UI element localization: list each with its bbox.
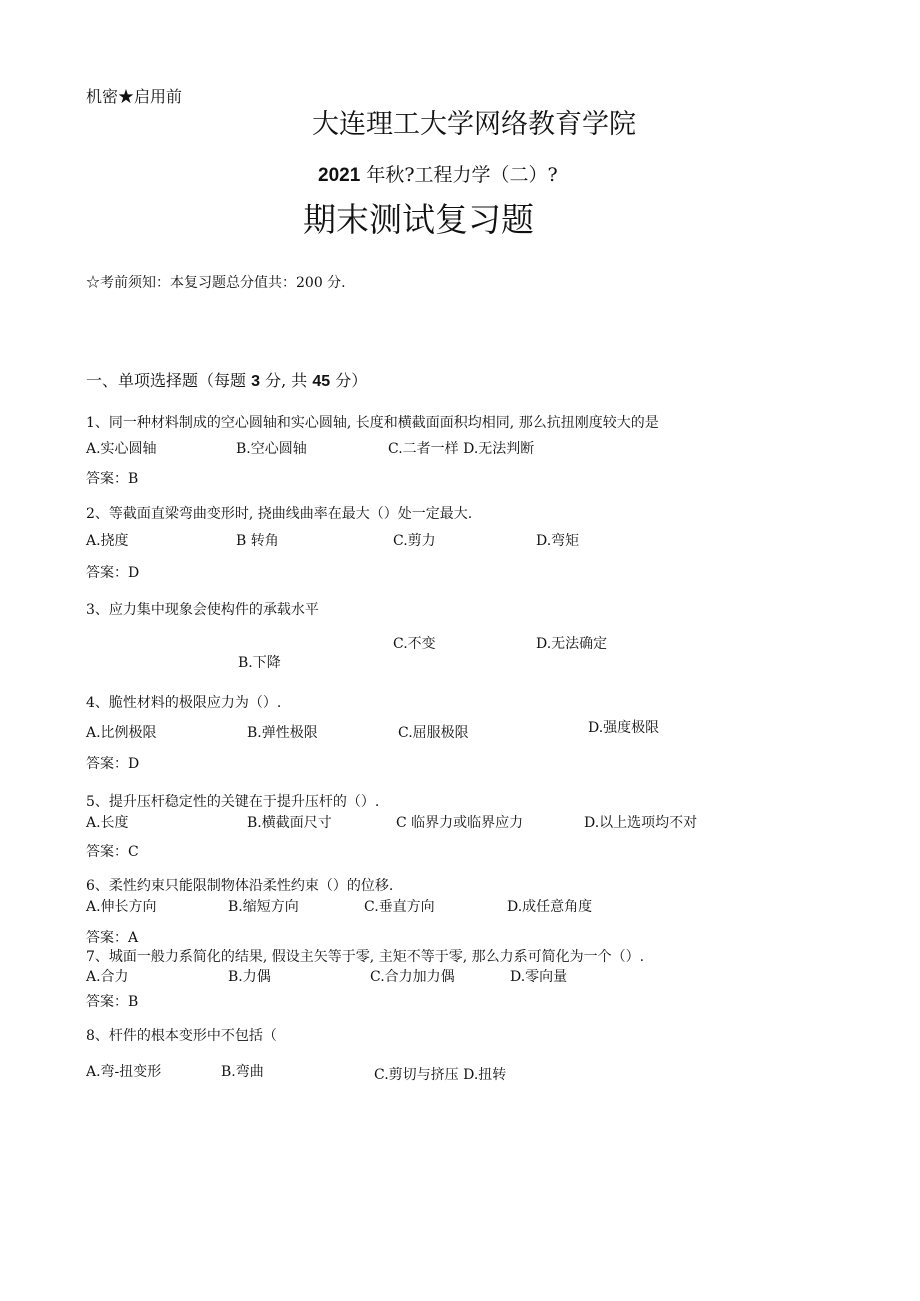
question-stem: 4、脆性材料的极限应力为（）.	[86, 695, 282, 711]
option: A.合力	[86, 969, 129, 985]
option: B.力偶	[228, 969, 271, 985]
option: B 转角	[236, 533, 279, 549]
course-year: 2021	[318, 165, 361, 186]
exam-title: 期末测试复习题	[303, 200, 534, 239]
option: B.弹性极限	[247, 725, 318, 741]
confidential-label: 机密★启用前	[86, 87, 183, 106]
option: C.屈服极限	[398, 725, 469, 741]
option: B.缩短方向	[228, 899, 299, 915]
school-title: 大连理工大学网络教育学院	[312, 109, 636, 140]
option: A.伸长方向	[86, 899, 157, 915]
section-heading-mid: 分, 共	[260, 371, 313, 390]
option: B.横截面尺寸	[247, 815, 332, 831]
question-stem: 1、同一种材料制成的空心圆轴和实心圆轴, 长度和横截面面积均相同, 那么抗扭刚度较大的是	[86, 415, 659, 431]
option: C.剪力	[393, 533, 436, 549]
answer-label: 答案：D	[86, 565, 140, 581]
option: A.长度	[86, 815, 129, 831]
section-heading-suffix: 分）	[330, 371, 368, 390]
answer-label: 答案：B	[86, 994, 139, 1010]
option: A.比例极限	[86, 725, 157, 741]
option: C.不变	[393, 636, 436, 652]
option: B.下降	[238, 655, 281, 671]
option: D.弯矩	[536, 533, 580, 549]
option: C.垂直方向	[364, 899, 435, 915]
option: D.无法确定	[536, 636, 608, 652]
option: D.强度极限	[588, 720, 660, 736]
answer-label: 答案：C	[86, 844, 139, 860]
answer-label: 答案：D	[86, 756, 140, 772]
total-points: 45	[312, 373, 331, 390]
option: A.挠度	[86, 533, 129, 549]
option: D.成任意角度	[507, 899, 593, 915]
option: C 临界力或临界应力	[396, 815, 524, 831]
option: C.剪切与挤压 D.扭转	[374, 1067, 507, 1083]
question-stem: 7、城面一般力系简化的结果, 假设主矢等于零, 主矩不等于零, 那么力系可简化为一个（）.	[86, 949, 645, 965]
option: A.弯-扭变形	[86, 1064, 162, 1080]
section-heading-prefix: 一、单项选择题（每题	[86, 371, 252, 390]
question-stem: 5、提升压杆稳定性的关键在于提升压杆的（）.	[86, 794, 380, 810]
exam-notice: ☆考前须知：本复习题总分值共：200 分.	[86, 275, 346, 291]
question-stem: 8、杆件的根本变形中不包括（	[86, 1028, 277, 1044]
question-stem: 2、等截面直梁弯曲变形时, 挠曲线曲率在最大（）处一定最大.	[86, 506, 473, 522]
answer-label: 答案：B	[86, 471, 139, 487]
course-title	[318, 166, 558, 185]
question-stem: 3、应力集中现象会使构件的承载水平	[86, 602, 319, 618]
option: D.以上选项均不对	[584, 815, 698, 831]
course-name: 年秋?工程力学（二）?	[360, 164, 558, 186]
option: D.零向量	[510, 969, 568, 985]
option: A.实心圆轴	[86, 441, 157, 457]
option: C.二者一样 D.无法判断	[388, 441, 535, 457]
question-stem: 6、柔性约束只能限制物体沿柔性约束（）的位移.	[86, 878, 394, 894]
option: B.弯曲	[221, 1064, 264, 1080]
points-per-question: 3	[251, 373, 260, 390]
answer-label: 答案：A	[86, 930, 139, 946]
option: C.合力加力偶	[370, 969, 455, 985]
option: B.空心圆轴	[236, 441, 307, 457]
section-heading	[86, 373, 367, 390]
